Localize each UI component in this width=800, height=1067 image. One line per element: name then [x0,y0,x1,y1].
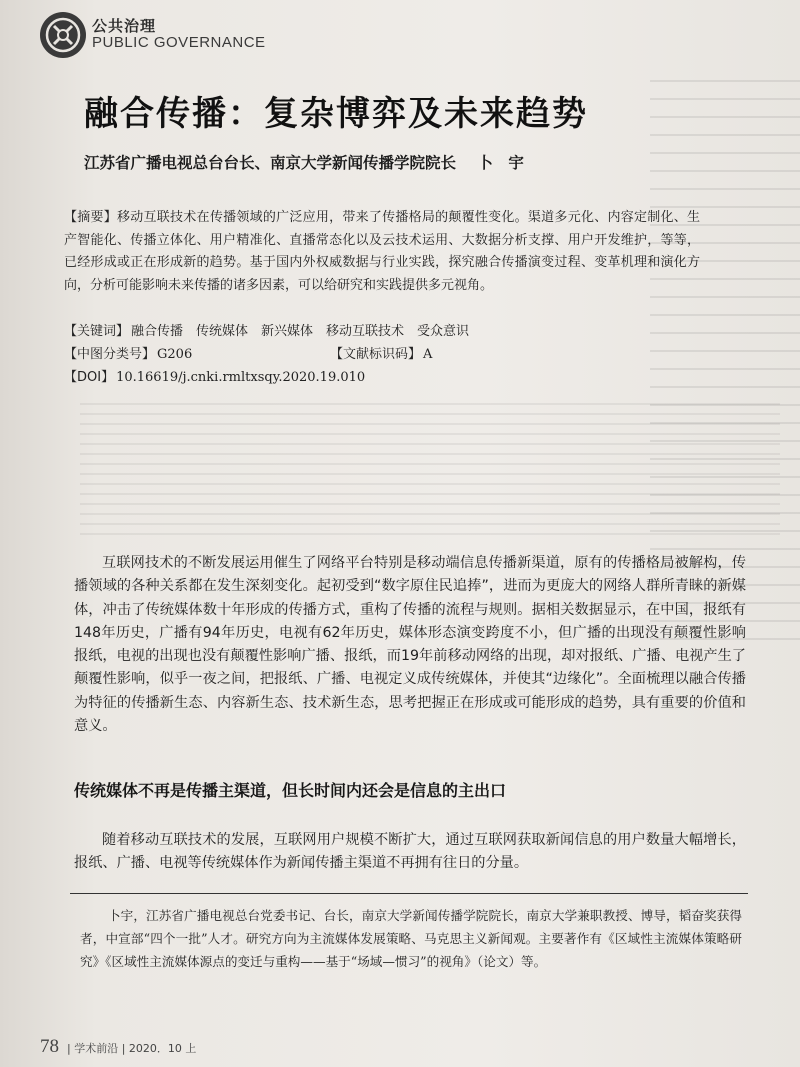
classification-label: 【中图分类号】 [64,347,156,362]
section-title-cn: 公共治理 [92,17,157,36]
doi-value: 10.16619/j.cnki.rmltxsqy.2020.19.010 [116,370,366,385]
footnote-divider [70,893,748,894]
author-affiliation: 江苏省广播电视总台台长、南京大学新闻传播学院院长 [84,154,457,172]
abstract [64,207,700,297]
classification-value: G206 [157,347,193,362]
keywords [64,320,469,339]
article-title: 融合传播：复杂博弈及未来趋势 [84,94,588,134]
abstract-text: 移动互联技术在传播领域的广泛应用，带来了传播格局的颠覆性变化。渠道多元化、内容定制化、生产智能化、传播立体化、用户精准化、直播常态化以及云技术运用、大数据分析支撑、用户开发维护，等等，已经形成或正在形成新的趋势。基于国内外权威数据与行业实践，探究融合传播演变过程、变革机理和演化方向，分析可能影响未来传播的诸多因素，可以给研究和实践提供多元视角。 [64,210,700,293]
page-footer [40,1036,196,1058]
keywords-label: 【关键词】 [64,324,130,339]
bleed-through-text-block [80,395,780,535]
body-paragraph-1: 互联网技术的不断发展运用催生了网络平台特别是移动端信息传播新渠道，原有的传播格局被解构，传播领域的各种关系都在发生深刻变化。起初受到“数字原住民追捧”，进而为更庞大的网络人群所青睐的新媒体，冲击了传统媒体数十年形成的传播方式，重构了传播的流程与规则。据相关数据显示，在中国，报纸有148年历史，广播有94年历史，电视有62年历史，媒体形态演变跨度不小，但广播的出现没有颠覆性影响报纸，电视的出现也没有颠覆性影响广播、报纸，而19年前移动网络的出现，却对报纸、广播、电视产生了颠覆性影响，似乎一夜之间，把报纸、广播、电视定义成传统媒体，并使其“边缘化”。全面梳理以融合传播为特征的传播新生态、内容新生态、技术新生态，思考把握正在形成或可能形成的趋势，具有重要的价值和意义。 [74,555,746,735]
doi-line [64,366,365,385]
section-subheading: 传统媒体不再是传播主渠道，但长时间内还会是信息的主出口 [74,781,507,800]
doc-code-line [330,343,432,362]
section-header [40,12,266,58]
author-name: 卜 宇 [477,154,524,172]
page-number: 78 [40,1036,59,1057]
section-title-en: PUBLIC GOVERNANCE [92,34,266,51]
journal-issue: | 学术前沿 | 2020．10 上 [67,1042,197,1055]
classification-line [64,343,192,362]
doc-code-value: A [423,347,433,362]
keywords-text: 融合传播 传统媒体 新兴媒体 移动互联技术 受众意识 [131,324,470,339]
doi-label: 【DOI】 [64,370,115,385]
body-paragraph-2: 随着移动互联技术的发展，互联网用户规模不断扩大，通过互联网获取新闻信息的用户数量大幅增长，报纸、广播、电视等传统媒体作为新闻传播主渠道不再拥有往日的分量。 [74,832,746,872]
journal-logo-icon [40,12,86,58]
doc-code-label: 【文献标识码】 [330,347,422,362]
author-bio-note: 卜宇，江苏省广播电视总台党委书记、台长，南京大学新闻传播学院院长，南京大学兼职教授、博导，韬奋奖获得者，中宣部“四个一批”人才。研究方向为主流媒体发展策略、马克思主义新闻观。主要著作有《区域性主流媒体策略研究》《区域性主流媒体源点的变迁与重构——基于“场域—惯习”的视角》（论文）等。 [80,908,742,969]
abstract-label: 【摘要】 [64,210,118,225]
author-line [84,151,526,173]
